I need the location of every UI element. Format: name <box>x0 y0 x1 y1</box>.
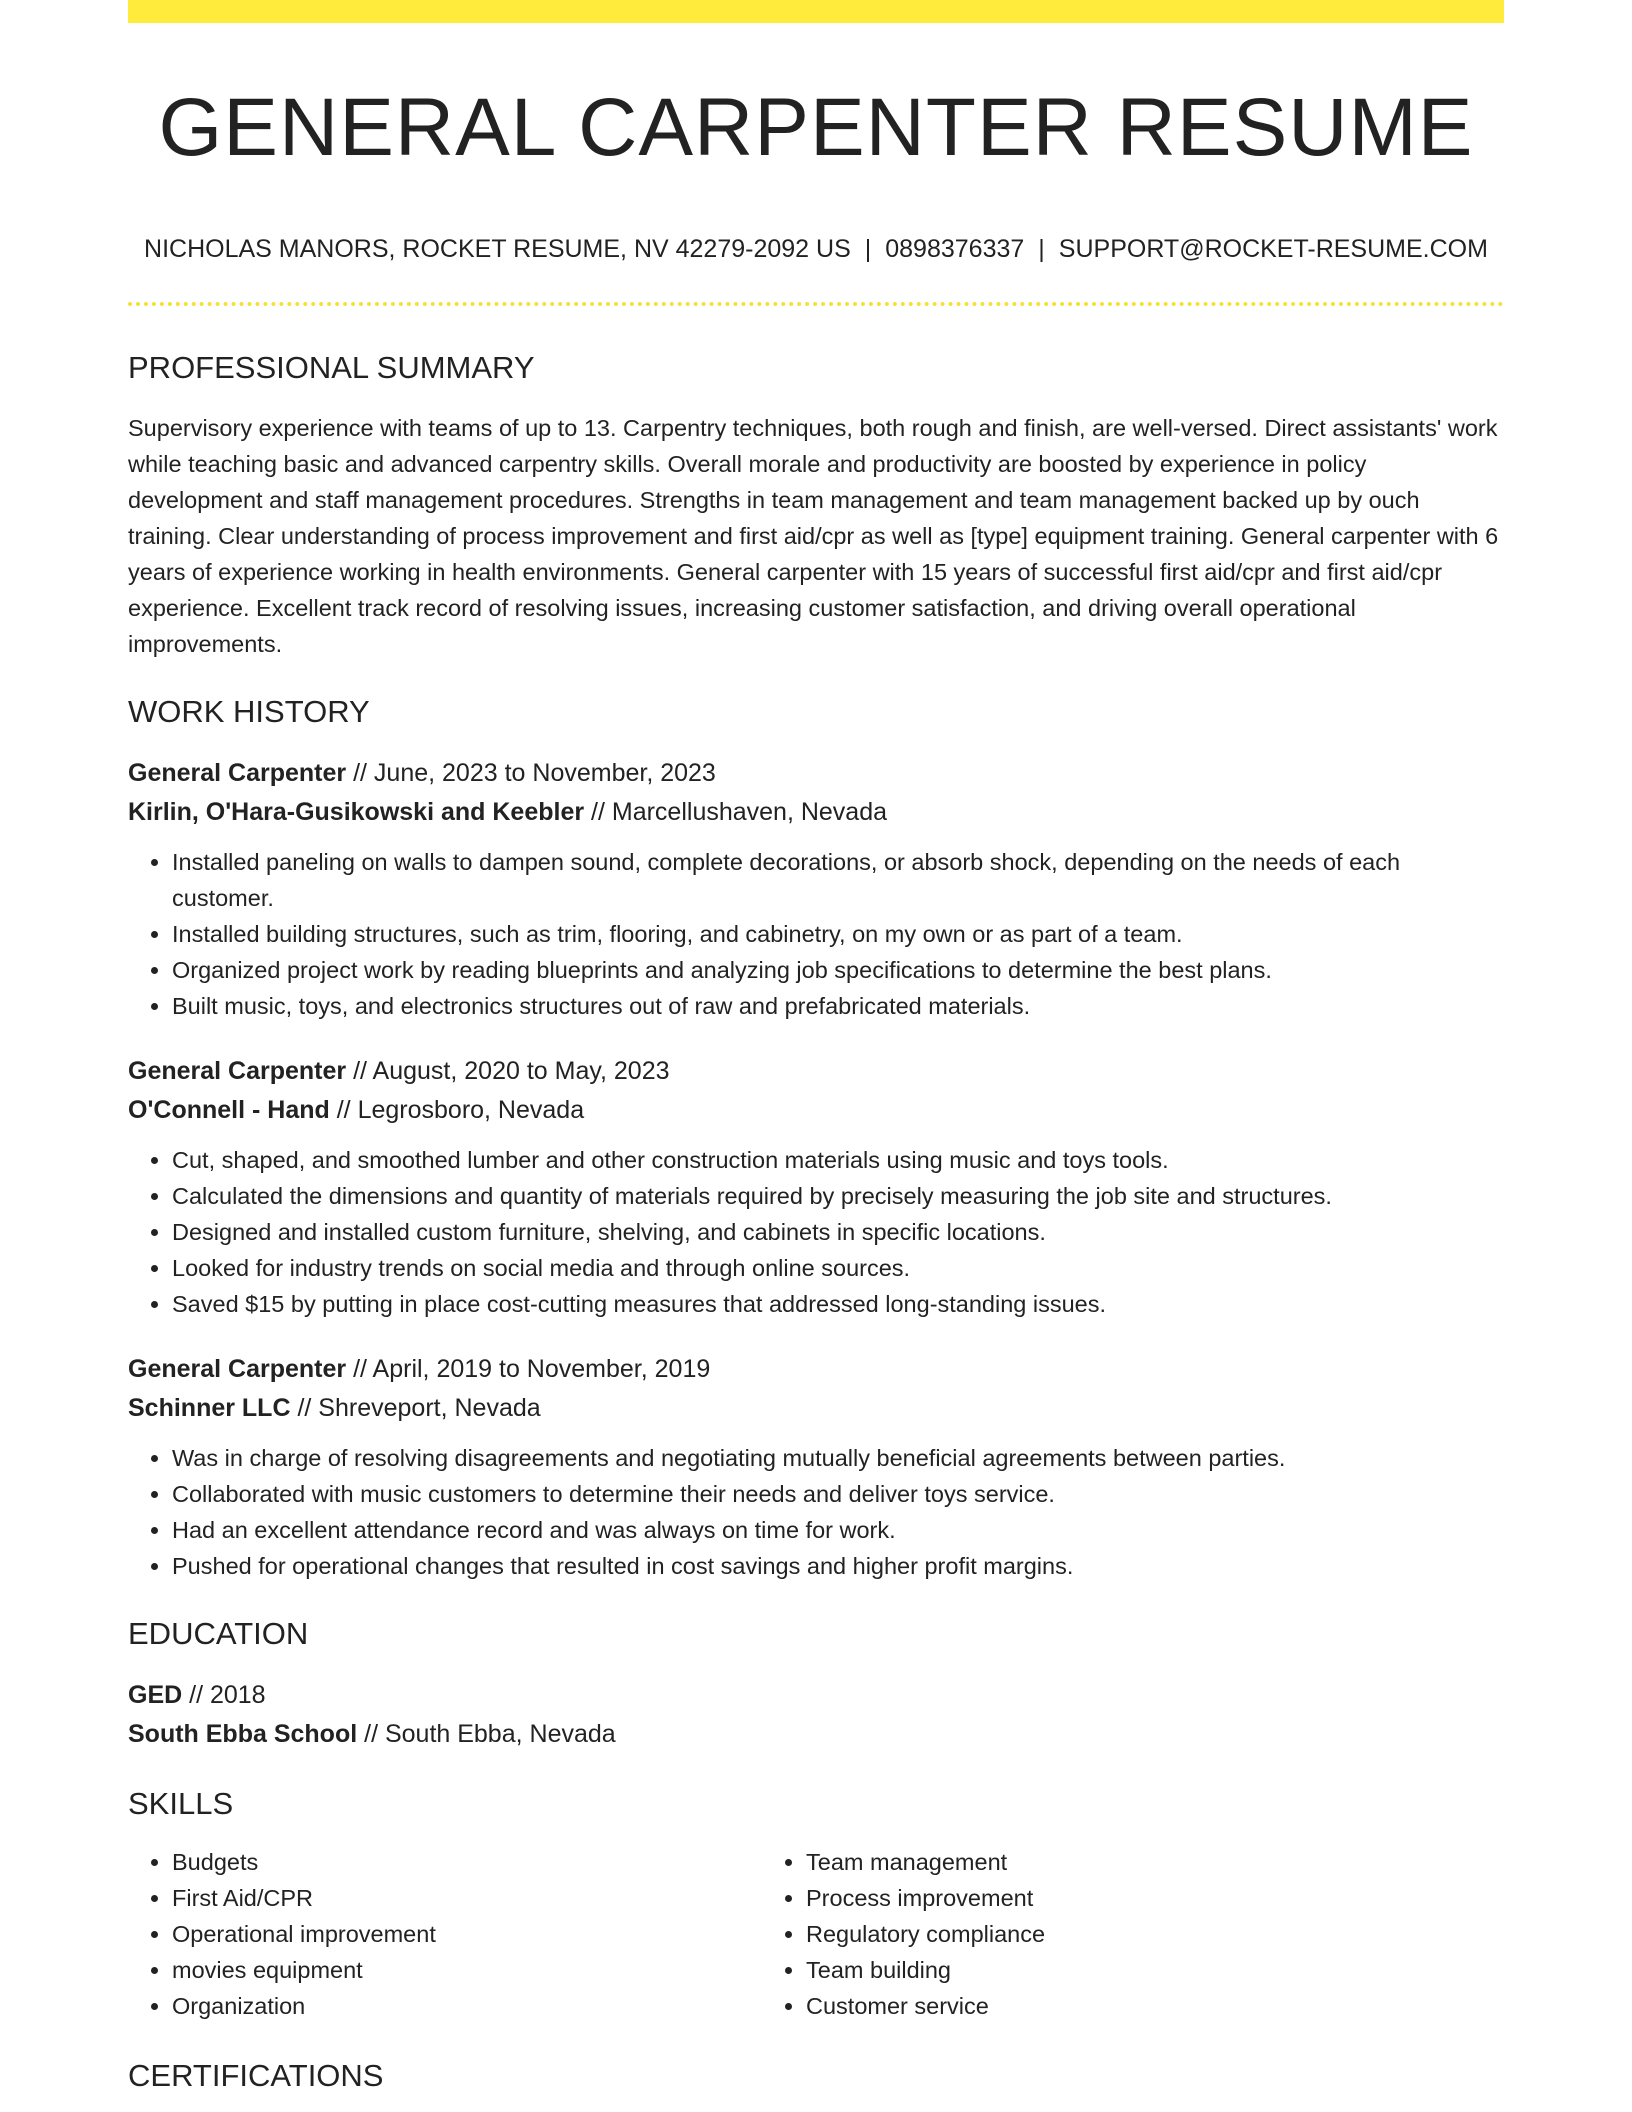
list-item: • Calculated the dimensions and quantity of materials required by precisely measuring the job site and structures. <box>172 1178 1504 1214</box>
contact-phone: 0898376337 <box>885 235 1025 264</box>
contact-line <box>128 235 1504 264</box>
list-item: • Designed and installed custom furniture, shelving, and cabinets in specific locations. <box>172 1214 1504 1250</box>
job-entry <box>128 1052 1504 1322</box>
list-item: • Built music, toys, and electronics structures out of raw and prefabricated materials. <box>172 988 1504 1024</box>
education-school: South Ebba School <box>128 1720 358 1749</box>
header-divider <box>128 302 1504 306</box>
job-location: // Marcellushaven, Nevada <box>584 798 888 827</box>
resume-page <box>128 0 1504 2094</box>
list-item: • Pushed for operational changes that resulted in cost savings and higher profit margins. <box>172 1548 1504 1584</box>
job-title-line <box>128 1350 1504 1389</box>
list-item: • Organized project work by reading blueprints and analyzing job specifications to determine the best plans. <box>172 952 1504 988</box>
skills-column-right <box>762 1844 1396 2024</box>
work-history-heading: WORK HISTORY <box>128 694 370 730</box>
job-dates: // August, 2020 to May, 2023 <box>346 1057 670 1086</box>
skill-item: • First Aid/CPR <box>172 1880 762 1916</box>
certifications-heading: CERTIFICATIONS <box>128 2058 384 2094</box>
job-employer-line <box>128 793 1504 832</box>
education-year: // 2018 <box>182 1681 266 1710</box>
list-item: • Installed building structures, such as trim, flooring, and cabinetry, on my own or as part of a team. <box>172 916 1504 952</box>
skills-grid <box>128 1844 1504 2024</box>
job-bullets <box>128 1440 1504 1584</box>
job-entry <box>128 1350 1504 1584</box>
contact-separator: | <box>864 235 872 264</box>
job-dates: // June, 2023 to November, 2023 <box>346 759 716 788</box>
skill-item: • movies equipment <box>172 1952 762 1988</box>
work-history-section <box>128 694 1504 1584</box>
skill-item: • Team management <box>806 1844 1396 1880</box>
contact-address: NICHOLAS MANORS, ROCKET RESUME, NV 42279-2092 US <box>144 235 851 264</box>
skill-item: • Budgets <box>172 1844 762 1880</box>
skill-item: • Process improvement <box>806 1880 1396 1916</box>
education-section <box>128 1616 1504 1754</box>
job-location: // Shreveport, Nevada <box>290 1394 541 1423</box>
education-entry <box>128 1676 1504 1754</box>
contact-separator: | <box>1038 235 1045 264</box>
skill-item: • Regulatory compliance <box>806 1916 1396 1952</box>
job-role: General Carpenter <box>128 1355 347 1384</box>
skills-column-left <box>128 1844 762 2024</box>
resume-title: GENERAL CARPENTER RESUME <box>158 82 1474 173</box>
job-title-line <box>128 754 1504 793</box>
skill-item: • Team building <box>806 1952 1396 1988</box>
education-degree-line <box>128 1676 1504 1715</box>
education-degree: GED <box>128 1681 183 1710</box>
top-accent-bar <box>128 0 1504 23</box>
education-school-line <box>128 1715 1504 1754</box>
skills-heading: SKILLS <box>128 1786 234 1822</box>
job-role: General Carpenter <box>128 1057 347 1086</box>
education-heading: EDUCATION <box>128 1616 309 1652</box>
list-item: • Looked for industry trends on social media and through online sources. <box>172 1250 1504 1286</box>
skill-item: • Organization <box>172 1988 762 2024</box>
skill-item: • Operational improvement <box>172 1916 762 1952</box>
job-employer-line <box>128 1091 1504 1130</box>
skills-section <box>128 1786 1504 2024</box>
summary-heading: PROFESSIONAL SUMMARY <box>128 350 535 386</box>
skill-item: • Customer service <box>806 1988 1396 2024</box>
job-dates: // April, 2019 to November, 2019 <box>346 1355 711 1384</box>
list-item: • Had an excellent attendance record and was always on time for work. <box>172 1512 1504 1548</box>
summary-text: Supervisory experience with teams of up to 13. Carpentry techniques, both rough and finish, are well-versed. Direct assistants' work while teaching basic and advanced carpentry skills. Overall morale and productivity are boosted by experience in policy development and staff management procedures. Strengths in team management and team management backed up by ouch training. Clear understanding of process improvement and first aid/cpr as well as [type] equipment training. General carpenter with 6 years of experience working in health environments. General carpenter with 15 years of successful first aid/cpr and first aid/cpr experience. Excellent track record of resolving issues, increasing customer satisfaction, and driving overall operational improvements. <box>128 415 1499 658</box>
job-entry <box>128 754 1504 1024</box>
job-role: General Carpenter <box>128 759 347 788</box>
job-employer: Kirlin, O'Hara-Gusikowski and Keebler <box>128 798 585 827</box>
list-item: • Cut, shaped, and smoothed lumber and other construction materials using music and toys tools. <box>172 1142 1504 1178</box>
contact-email: SUPPORT@ROCKET-RESUME.COM <box>1058 235 1488 264</box>
job-employer-line <box>128 1389 1504 1428</box>
job-location: // Legrosboro, Nevada <box>329 1096 585 1125</box>
job-bullets <box>128 844 1504 1024</box>
job-employer: Schinner LLC <box>128 1394 291 1423</box>
job-bullets <box>128 1142 1504 1322</box>
list-item: • Saved $15 by putting in place cost-cutting measures that addressed long-standing issues. <box>172 1286 1504 1322</box>
list-item: • Collaborated with music customers to determine their needs and deliver toys service. <box>172 1476 1504 1512</box>
job-title-line <box>128 1052 1504 1091</box>
job-employer: O'Connell - Hand <box>128 1096 330 1125</box>
education-location: // South Ebba, Nevada <box>357 1720 616 1749</box>
list-item: • Installed paneling on walls to dampen sound, complete decorations, or absorb shock, depending on the needs of each customer. <box>172 844 1504 916</box>
list-item: • Was in charge of resolving disagreements and negotiating mutually beneficial agreements between parties. <box>172 1440 1504 1476</box>
